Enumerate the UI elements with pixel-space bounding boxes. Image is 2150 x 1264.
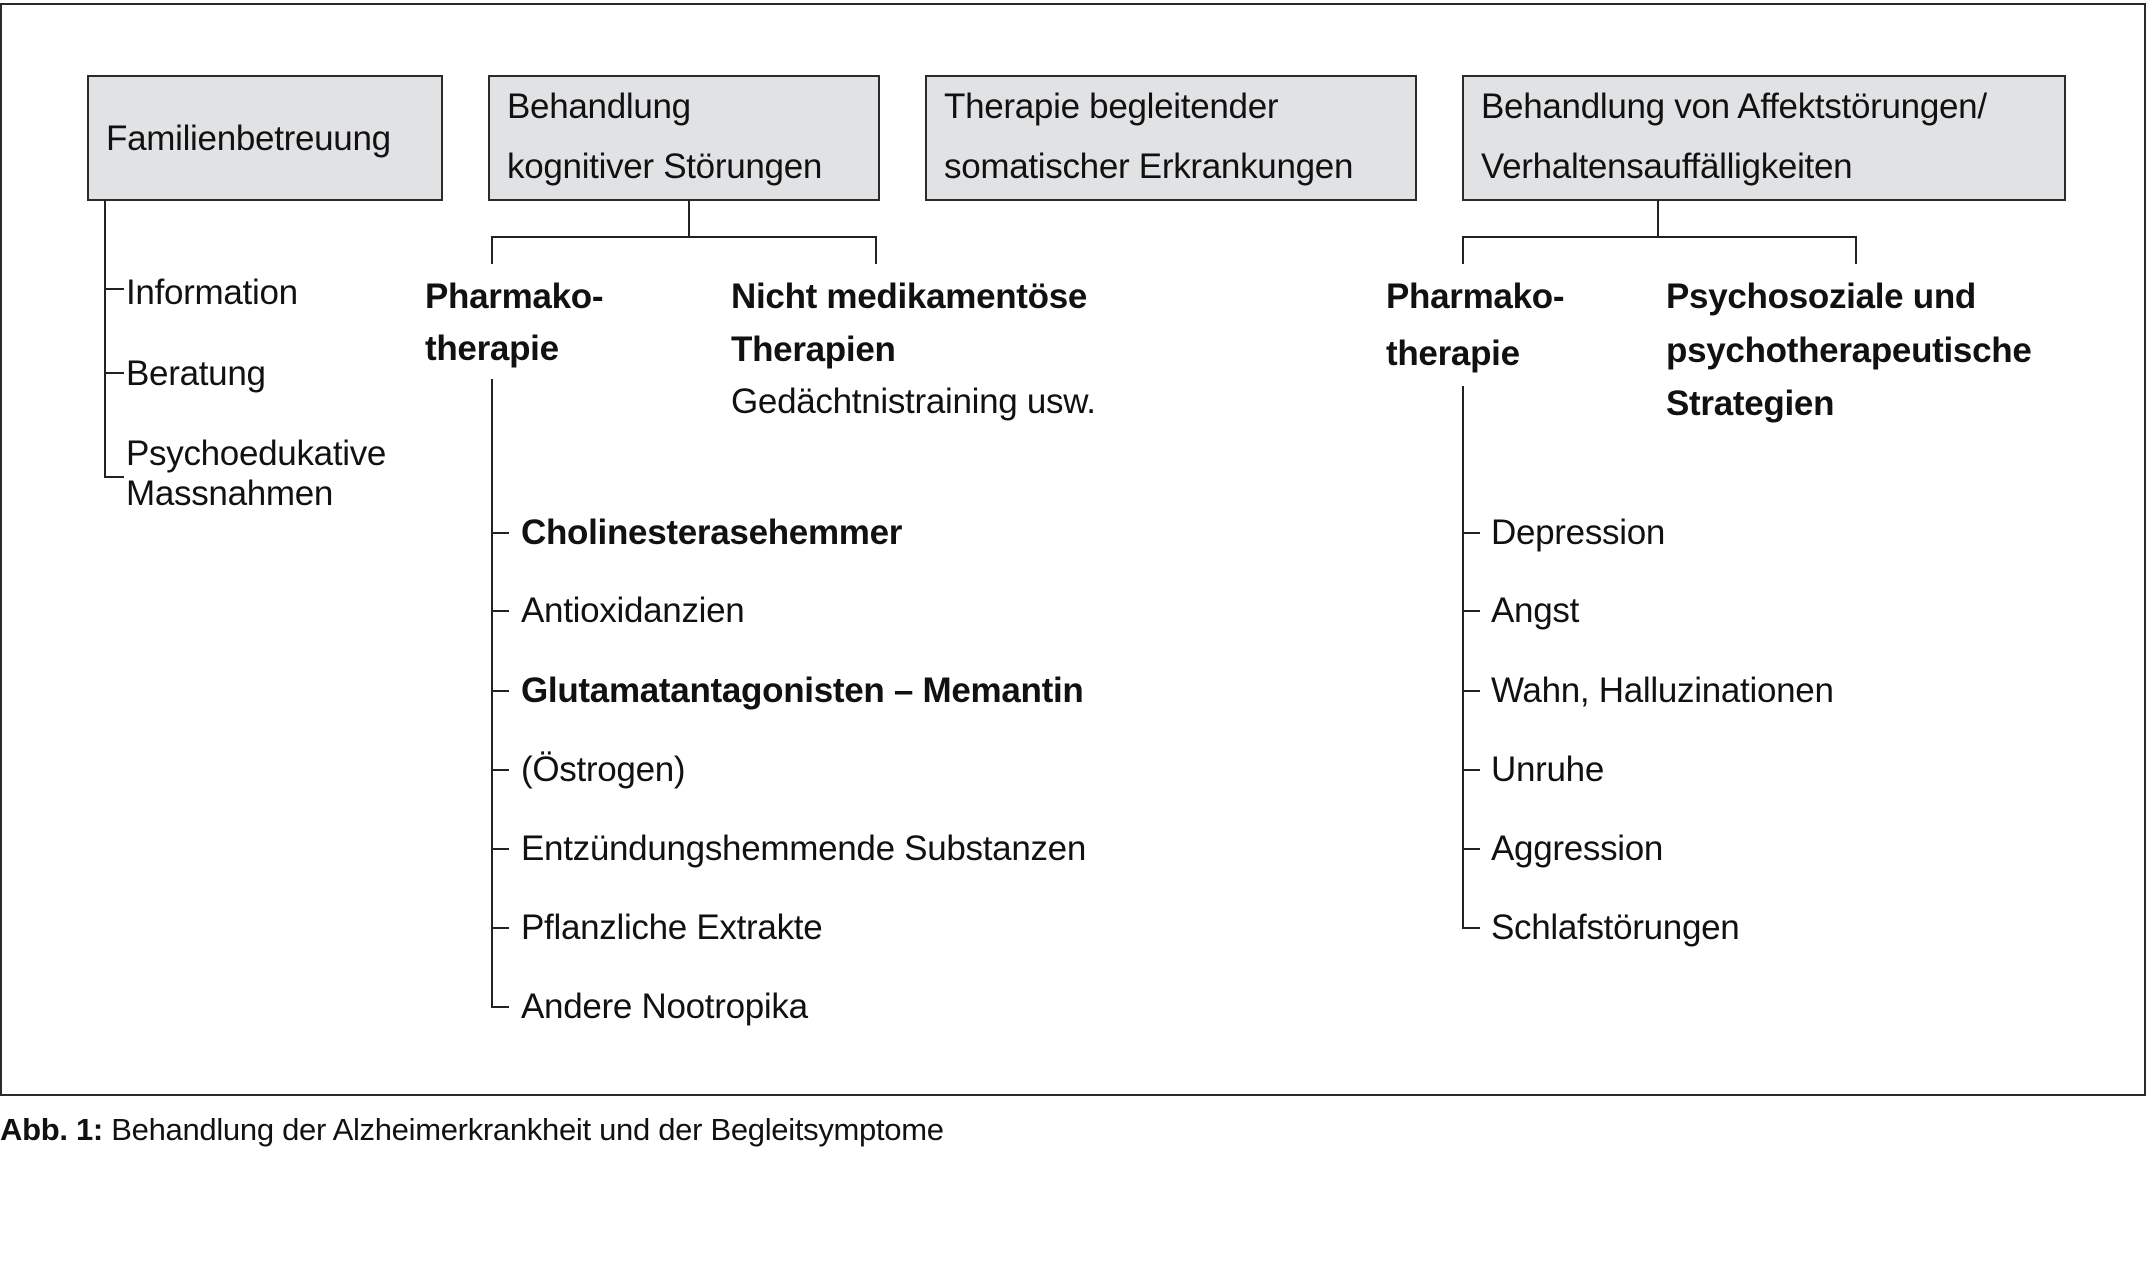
cognitive-pharma-heading-1: Pharmako-: [425, 277, 604, 316]
family-tick-3: [104, 476, 124, 478]
cog-tick-5: [491, 848, 509, 850]
affective-psycho-heading-2: psychotherapeutische: [1666, 331, 2032, 370]
cog-tick-2: [491, 610, 509, 612]
affective-pharma-heading-2: therapie: [1386, 334, 1520, 373]
aff-tick-4: [1462, 769, 1480, 771]
aff-tick-6: [1462, 927, 1480, 929]
cognitive-nonpharma-sub: Gedächtnistraining usw.: [731, 382, 1096, 421]
box-somatic-line2: somatischer Erkrankungen: [944, 147, 1354, 186]
aff-tick-2: [1462, 610, 1480, 612]
family-item-information: Information: [126, 273, 298, 312]
cog-tick-7: [491, 1006, 509, 1008]
aff-tick-5: [1462, 848, 1480, 850]
box-cognitive-line2: kognitiver Störungen: [507, 147, 823, 186]
family-tick-1: [104, 288, 124, 290]
box-somatic-line1: Therapie begleitender: [944, 87, 1279, 126]
affective-psycho-heading-1: Psychosoziale und: [1666, 277, 1976, 316]
family-tick-2: [104, 372, 124, 374]
affective-stem: [1657, 200, 1659, 237]
aff-item-aggression: Aggression: [1491, 829, 1664, 868]
aff-item-wahn-halluzinationen: Wahn, Halluzinationen: [1491, 671, 1834, 710]
cog-tick-4: [491, 769, 509, 771]
cog-item-antioxidanzien: Antioxidanzien: [521, 591, 745, 630]
affective-drop-right: [1855, 236, 1857, 264]
aff-item-angst: Angst: [1491, 591, 1579, 630]
cog-item-andere-nootropika: Andere Nootropika: [521, 987, 808, 1026]
cog-item-glutamatantagonisten: Glutamatantagonisten – Memantin: [521, 671, 1084, 710]
box-affective-line1: Behandlung von Affektstörungen/: [1481, 87, 1987, 126]
figure-caption-text: Behandlung der Alzheimerkrankheit und der Begleitsymptome: [102, 1112, 944, 1147]
cognitive-drop-left: [491, 236, 493, 264]
cog-item-pflanzliche-extrakte: Pflanzliche Extrakte: [521, 908, 823, 947]
family-item-beratung: Beratung: [126, 354, 266, 393]
box-cognitive-line1: Behandlung: [507, 87, 691, 126]
family-item-psychoedukative: Psychoedukative: [126, 434, 387, 473]
cognitive-stem: [688, 200, 690, 237]
box-cognitive-treatment: [488, 75, 880, 201]
box-affective-treatment: [1462, 75, 2066, 201]
affective-pharma-heading-1: Pharmako-: [1386, 277, 1565, 316]
cognitive-bar: [491, 236, 877, 238]
aff-tick-3: [1462, 690, 1480, 692]
cog-item-oestrogen: (Östrogen): [521, 750, 686, 789]
cognitive-drop-right: [875, 236, 877, 264]
affective-bar: [1462, 236, 1857, 238]
box-family-care-label: Familienbetreuung: [106, 119, 391, 158]
cognitive-pharma-trunk: [491, 379, 493, 1008]
aff-item-schlafstoerungen: Schlafstörungen: [1491, 908, 1740, 947]
cognitive-nonpharma-heading-2: Therapien: [731, 330, 896, 369]
cog-item-entzuendungshemmende: Entzündungshemmende Substanzen: [521, 829, 1087, 868]
cognitive-nonpharma-heading-1: Nicht medikamentöse: [731, 277, 1088, 316]
affective-psycho-heading-3: Strategien: [1666, 384, 1835, 423]
figure-caption: [0, 1112, 944, 1148]
cog-tick-6: [491, 927, 509, 929]
box-affective-line2: Verhaltensauffälligkeiten: [1481, 147, 1853, 186]
box-family-care: [87, 75, 443, 201]
family-tree-trunk: [104, 200, 106, 478]
aff-tick-1: [1462, 532, 1480, 534]
cognitive-pharma-heading-2: therapie: [425, 329, 559, 368]
cog-item-cholinesterasehemmer: Cholinesterasehemmer: [521, 513, 903, 552]
cog-tick-3: [491, 690, 509, 692]
family-item-massnahmen: Massnahmen: [126, 474, 334, 513]
box-somatic-therapy: [925, 75, 1417, 201]
affective-drop-left: [1462, 236, 1464, 264]
aff-item-unruhe: Unruhe: [1491, 750, 1604, 789]
figure-caption-label: Abb. 1:: [0, 1112, 103, 1147]
cog-tick-1: [491, 532, 509, 534]
aff-item-depression: Depression: [1491, 513, 1666, 552]
